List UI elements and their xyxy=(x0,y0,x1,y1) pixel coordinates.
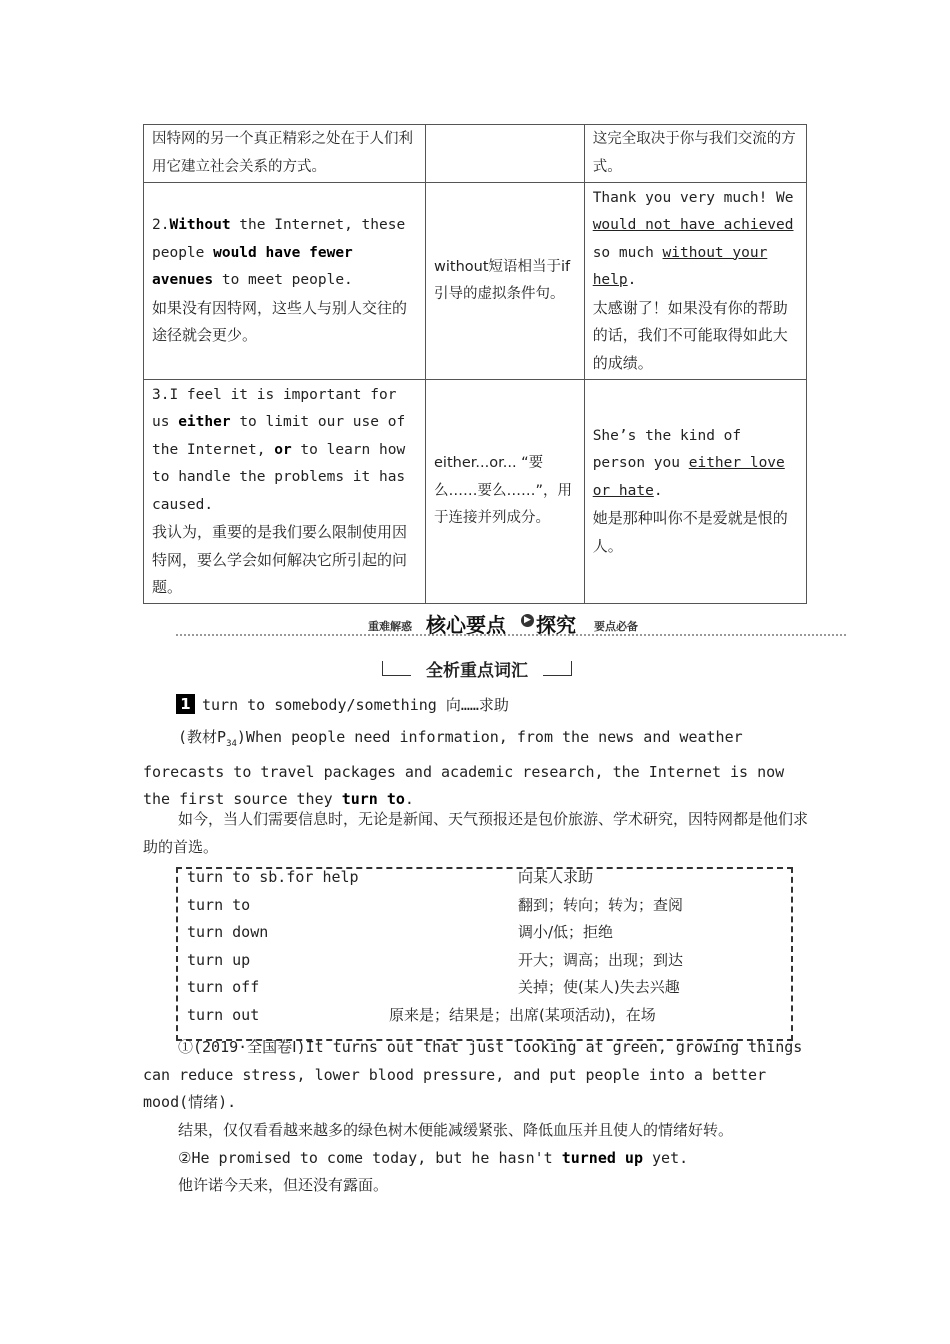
cell-text: 太感谢了！如果没有你的帮助的话，我们不可能取得如此大的成绩。 xyxy=(592,298,788,372)
cell-text: without短语相当于if引导的虚拟条件句。 xyxy=(434,258,571,302)
subhead xyxy=(382,656,572,682)
table-row xyxy=(144,380,807,604)
phrase-cn: 调小/低；拒绝 xyxy=(518,923,614,941)
phrase-cn: 翻到；转向；转为；查阅 xyxy=(518,896,684,914)
keyword: either xyxy=(178,414,231,430)
table-cell xyxy=(426,183,585,380)
phrase-en: turn off xyxy=(187,978,260,996)
page-subscript: 34 xyxy=(226,739,237,749)
example-paragraph xyxy=(143,724,808,814)
cell-text: 我认为，重要的是我们要么限制使用因特网，要么学会如何解决它所引起的问题。 xyxy=(152,523,408,596)
example-translation: 他许诺今天来，但还没有露面。 xyxy=(178,1176,389,1194)
table-row xyxy=(144,125,807,183)
keyword: Without xyxy=(169,217,231,234)
cell-text: so much xyxy=(592,244,663,261)
keyword: or xyxy=(274,441,292,458)
banner-title-2: 探究 xyxy=(536,613,576,637)
arrow-icon: ▶ xyxy=(521,614,534,627)
phrase-en: turn down xyxy=(187,923,269,941)
example-text: (教材P xyxy=(178,728,227,746)
banner-left-label: 重难解惑 xyxy=(368,620,412,633)
section-banner xyxy=(176,608,846,638)
example-sentence xyxy=(143,1145,808,1173)
example-text: . xyxy=(404,790,414,808)
underlined-text: would not have achieved xyxy=(592,217,794,234)
cell-text: 2. xyxy=(152,217,170,234)
cell-text: to limit our use of the Internet, xyxy=(152,414,406,458)
example-text: )When people need information, from the news and weather forecasts to travel packages and academic research, the Internet is now the first source they xyxy=(143,728,785,808)
keyword: turn to xyxy=(341,790,405,808)
example-translation: 结果，仅仅看看越来越多的绿色树木便能减缓紧张、降低血压并且使人的情绪好转。 xyxy=(178,1121,734,1139)
phrase-cn: 关掉；使(某人)失去兴趣 xyxy=(518,978,680,996)
table-cell xyxy=(144,183,426,380)
dotted-divider xyxy=(176,634,846,636)
section-number: 1 xyxy=(176,694,195,714)
keyword: would have fewer avenues xyxy=(152,244,353,289)
subhead-title: 全析重点词汇 xyxy=(426,661,528,681)
cell-text: . xyxy=(627,272,637,289)
banner-title: 核心要点 xyxy=(426,613,506,637)
table-cell xyxy=(426,125,585,183)
phrase-cn: 开大；调高；出现；到达 xyxy=(518,951,684,969)
phrase-en: turn out xyxy=(187,1006,260,1024)
cell-text: 如果没有因特网，这些人与别人交往的途径就会更少。 xyxy=(152,298,408,345)
phrase-en: turn to xyxy=(187,896,251,914)
section-title: turn to somebody/something 向……求助 xyxy=(202,696,509,714)
underlined-text: either love or hate xyxy=(592,455,785,499)
phrase-cn: 原来是；结果是；出席(某项活动)，在场 xyxy=(389,1006,656,1024)
example-sentence: ①(2019·全国卷Ⅰ)It turns out that just looking at green, growing things can reduce stress, lower blood pressure, and put people into a better mood(情绪). xyxy=(143,1038,803,1111)
example-text: ②He promised to come today, but he hasn't xyxy=(178,1149,562,1167)
cell-text: 因特网的另一个真正精彩之处在于人们利用它建立社会关系的方式。 xyxy=(152,131,413,175)
underlined-text: without your help xyxy=(592,244,768,289)
table-cell xyxy=(144,380,426,604)
table-cell xyxy=(584,380,806,604)
phrase-en: turn up xyxy=(187,951,251,969)
example-translation: 如今，当人们需要信息时，无论是新闻、天气预报还是包价旅游、学术研究，因特网都是他们求助的首选。 xyxy=(143,810,809,856)
cell-text: 她是那种叫你不是爱就是恨的人。 xyxy=(592,509,788,555)
banner-right-label: 要点必备 xyxy=(594,620,638,633)
decor-bracket xyxy=(382,661,411,676)
keyword: turned up xyxy=(561,1149,643,1167)
table-row xyxy=(144,183,807,380)
cell-text: She’s the kind of person you xyxy=(592,427,742,472)
cell-text: either...or... “要么……要么……”，用于连接并列成分。 xyxy=(434,455,573,527)
table-cell xyxy=(426,380,585,604)
cell-text: Thank you very much! We xyxy=(592,189,794,206)
phrase-cn: 向某人求助 xyxy=(518,868,594,886)
cell-text: 这完全取决于你与我们交流的方式。 xyxy=(592,131,796,175)
cell-text: to meet people. xyxy=(213,272,353,289)
table-cell xyxy=(584,125,806,183)
cell-text: 3.I feel it is important for us xyxy=(152,386,397,430)
table-cell xyxy=(584,183,806,380)
table-cell xyxy=(144,125,426,183)
comparison-table xyxy=(143,124,807,604)
decor-bracket xyxy=(543,661,572,676)
example-text: yet. xyxy=(643,1149,689,1167)
cell-text: the Internet, these people xyxy=(152,217,406,261)
phrase-en: turn to sb.for help xyxy=(187,868,359,886)
cell-text: to learn how to handle the problems it has caused. xyxy=(152,441,406,513)
cell-text: . xyxy=(653,482,663,499)
